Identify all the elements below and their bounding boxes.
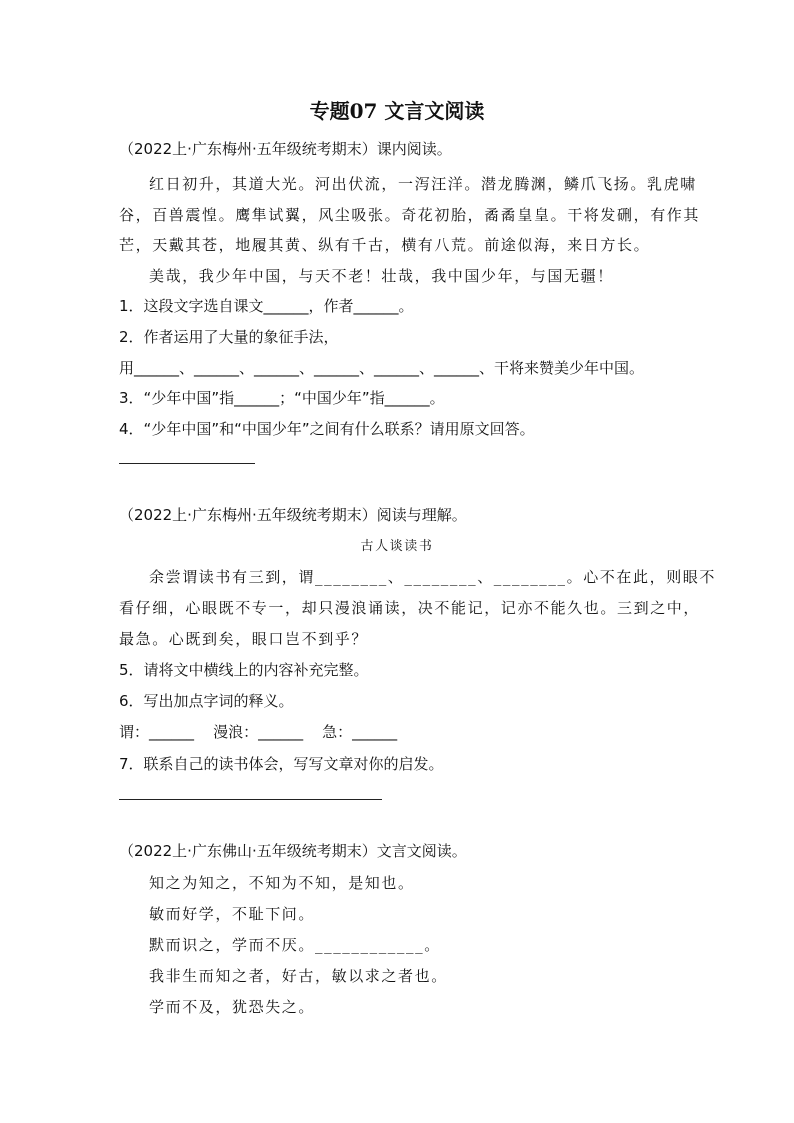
page-title: 专题07 文言文阅读	[309, 99, 485, 123]
section1-passage-line-2: 谷，百兽震惶。鹰隼试翼，风尘吸张。奇花初胎，矞矞皇皇。干将发硎，有作其	[119, 206, 701, 224]
section2-subtitle: 古人谈读书	[360, 539, 434, 554]
section3-line-4: 我非生而知之者，好古，敏以求之者也。	[149, 967, 448, 985]
answer-line-q4	[119, 463, 255, 464]
question-3: 3．“少年中国”指______；“中国少年”指______。	[119, 389, 445, 407]
section1-passage-line-3: 芒，天戴其苍，地履其黄、纵有千古，横有八荒。前途似海，来日方长。	[119, 236, 651, 254]
question-7: 7．联系自己的读书体会，写写文章对你的启发。	[119, 755, 444, 773]
answer-line-q7	[119, 799, 382, 800]
section3-line-1: 知之为知之，不知为不知，是知也。	[149, 874, 415, 892]
section1-source: （2022上·广东梅州·五年级统考期末）课内阅读。	[119, 140, 452, 158]
section1-passage-line-1: 红日初升，其道大光。河出伏流，一泻汪洋。潜龙腾渊，鳞爪飞扬。乳虎啸	[149, 175, 697, 193]
section2-source: （2022上·广东梅州·五年级统考期末）阅读与理解。	[119, 506, 467, 524]
question-1: 1．这段文字选自课文______，作者______。	[119, 297, 414, 315]
question-2-stem: 2．作者运用了大量的象征手法，	[119, 328, 339, 346]
section3-line-3: 默而识之，学而不厌。____________。	[149, 936, 441, 954]
section3-source: （2022上·广东佛山·五年级统考期末）文言文阅读。	[119, 842, 467, 860]
section3-line-5: 学而不及，犹恐失之。	[149, 998, 316, 1016]
question-2-blanks: 用______、______、______、______、______、______、干将来赞美少年中国。	[119, 359, 645, 377]
question-5: 5．请将文中横线上的内容补充完整。	[119, 661, 369, 679]
section2-passage-line-1: 余尝谓读书有三到，谓________、________、________。心不在此，则眼不	[149, 568, 717, 586]
question-6-blanks: 谓：______ 漫浪：______ 急：______	[119, 723, 398, 741]
section1-passage-line-4: 美哉，我少年中国，与天不老！壮哉，我中国少年，与国无疆！	[149, 267, 614, 285]
section2-passage-line-3: 最急。心既到矣，眼口岂不到乎？	[119, 630, 369, 648]
section3-line-2: 敏而好学，不耻下问。	[149, 905, 316, 923]
question-6: 6．写出加点字词的释义。	[119, 692, 294, 710]
question-4: 4．“少年中国”和“中国少年”之间有什么联系？请用原文回答。	[119, 420, 535, 438]
section2-passage-line-2: 看仔细，心眼既不专一，却只漫浪诵读，决不能记，记亦不能久也。三到之中，	[119, 599, 701, 617]
